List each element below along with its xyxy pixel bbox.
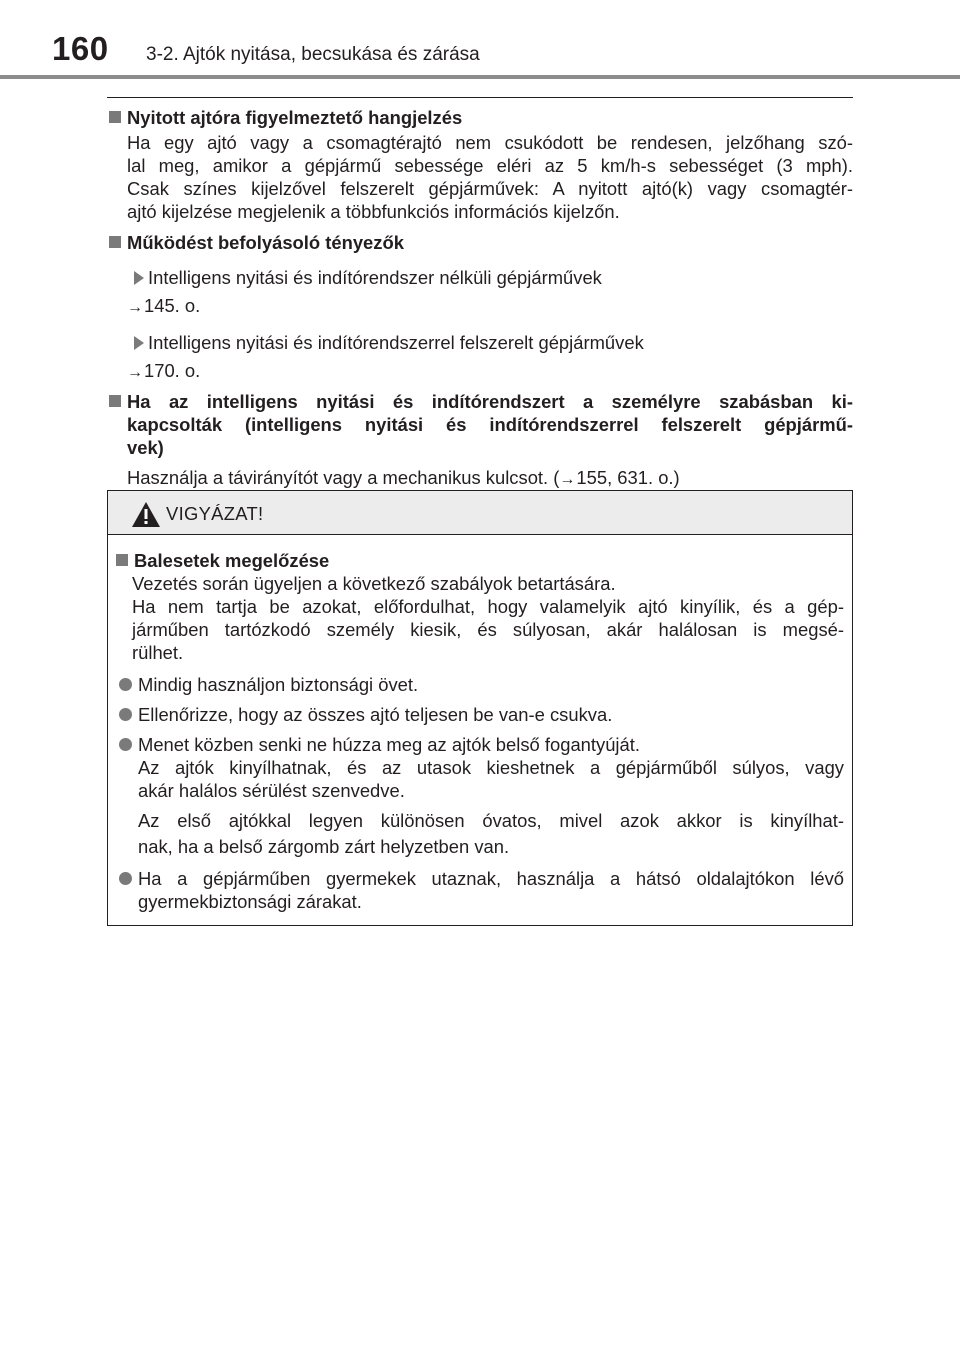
warning-title [114,549,844,572]
title-line: vek) [127,437,164,458]
list-item [107,266,853,289]
main-content [107,106,853,491]
text-fragment: Használja a távirányítót vagy a mechanikus kulcsot. ( [127,467,560,488]
text-line [127,466,853,491]
warning-label: VIGYÁZAT! [166,503,264,524]
bullet-text: Az első ajtókkal legyen különösen óvatos, mivel azok akkor is kinyílhat- [138,810,844,831]
circle-bullet-icon [119,708,132,721]
bullet-text: Ellenőrizze, hogy az összes ajtó teljesen be van-e csukva. [138,704,613,725]
square-bullet-icon [116,554,128,566]
section-title-personalization [107,390,853,459]
text-line: járműben tartózkodó személy kiesik, és súlyosan, akár halálosan is megsé- [132,619,844,640]
list-item [114,703,844,726]
sub-item-text: Intelligens nyitási és indítórendszerrel felszerelt gépjárművek [148,332,644,353]
warning-box [107,490,853,926]
square-bullet-icon [109,395,121,407]
text-line: Csak színes kijelzővel felszerelt gépjárművek: A nyitott ajtó(k) vagy csomagtér- [127,178,853,199]
text-line: Ha nem tartja be azokat, előfordulhat, hogy valamelyik ajtó kinyílik, és a gép- [132,596,844,617]
list-item [114,733,844,858]
text-line: Ha egy ajtó vagy a csomagtérajtó nem csukódott be rendesen, jelzőhang szó- [127,132,853,153]
triangle-bullet-icon [134,336,144,350]
text-line: ajtó kijelzése megjelenik a többfunkciós információs kijelzőn. [127,201,620,222]
content-rule [107,97,853,98]
bullet-text: Menet közben senki ne húzza meg az ajtók belső fogantyúját. [138,734,640,755]
reference-text: 170. o. [144,360,201,381]
circle-bullet-icon [119,738,132,751]
section-title-open-door [107,106,853,129]
bullet-text: gyermekbiztonsági zárakat. [138,891,362,912]
header-rule [0,75,960,79]
section-title-text: Nyitott ajtóra figyelmeztető hangjelzés [127,107,463,128]
square-bullet-icon [109,236,121,248]
square-bullet-icon [109,111,121,123]
title-line: Ha az intelligens nyitási és indítórendszert a személyre szabásban ki- [127,391,853,412]
bullet-text: nak, ha a belső zárgomb zárt helyzetben van. [138,836,510,857]
open-door-paragraph [107,131,853,223]
reference-text[interactable]: 155, 631. o.) [576,467,680,488]
arrow-right-icon: → [127,364,143,381]
page-reference[interactable] [107,359,853,384]
bullet-text: Ha a gépjárműben gyermekek utaznak, használja a hátsó oldalajtókon lévő [138,868,844,889]
text-line: lal meg, amikor a gépjármű sebessége eléri az 5 km/h-s sebességet (3 mph). [127,155,853,176]
circle-bullet-icon [119,872,132,885]
chapter-title: 3-2. Ajtók nyitása, becsukása és zárása [146,44,480,65]
section-title-text: Működést befolyásoló tényezők [127,232,404,253]
arrow-right-icon: → [559,471,576,488]
page-number: 160 [52,30,109,67]
bullet-text: akár halálos sérülést szenvedve. [138,780,405,801]
bullet-text: Mindig használjon biztonsági övet. [138,674,419,695]
section-title-factors [107,231,853,254]
warning-triangle-icon [131,501,161,528]
text-line: rülhet. [132,642,184,663]
warning-intro [114,572,844,664]
bullet-text: Az ajtók kinyílhatnak, és az utasok kieshetnek a gépjárműből súlyos, vagy [138,757,844,778]
warning-body [114,549,844,913]
list-item [114,867,844,913]
sub-item-text: Intelligens nyitási és indítórendszer nélküli gépjárművek [148,267,602,288]
warning-title-text: Balesetek megelőzése [134,550,330,571]
reference-text: 145. o. [144,295,201,316]
text-line: Vezetés során ügyeljen a következő szabályok betartására. [132,573,616,594]
list-item [114,673,844,696]
title-line: kapcsolták (intelligens nyitási és indítórendszerrel felszerelt gépjármű- [127,414,853,435]
triangle-bullet-icon [134,271,144,285]
warning-header [108,491,852,535]
list-item [107,331,853,354]
personalization-paragraph [107,466,853,491]
arrow-right-icon: → [127,299,143,316]
circle-bullet-icon [119,678,132,691]
page-reference[interactable] [107,294,853,319]
